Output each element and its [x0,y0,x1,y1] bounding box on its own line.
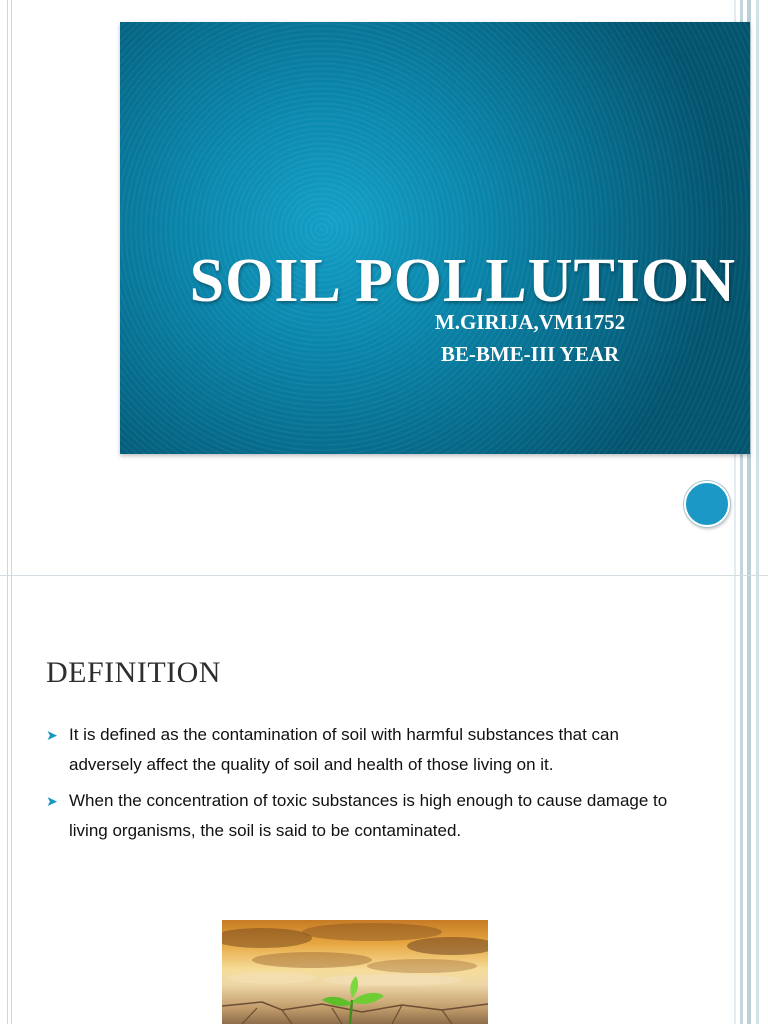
definition-slide [0,576,768,1024]
list-item [46,786,676,846]
slide-title: SOIL POLLUTION [189,247,736,315]
bullet-text: It is defined as the contamination of soil with harmful substances that can adversely affect the quality of soil and health of those living on it. [69,725,619,774]
cracked-soil-plant-image [222,920,488,1024]
title-banner [120,22,750,454]
author-name: M.GIRIJA,VM11752 [434,310,626,334]
chevron-right-icon: ➤ [46,793,58,809]
list-item [46,720,676,780]
bullet-list [46,720,676,852]
section-heading: DEFINITION [46,656,221,689]
left-frame-line [7,576,12,1024]
decorative-circle-icon [684,481,730,527]
right-frame-lines [734,576,768,1024]
course-info: BE-BME-III YEAR [440,342,620,366]
left-frame-line [7,0,12,575]
bullet-text: When the concentration of toxic substances is high enough to cause damage to living organisms, the soil is said to be contaminated. [69,791,668,840]
chevron-right-icon: ➤ [46,727,58,743]
